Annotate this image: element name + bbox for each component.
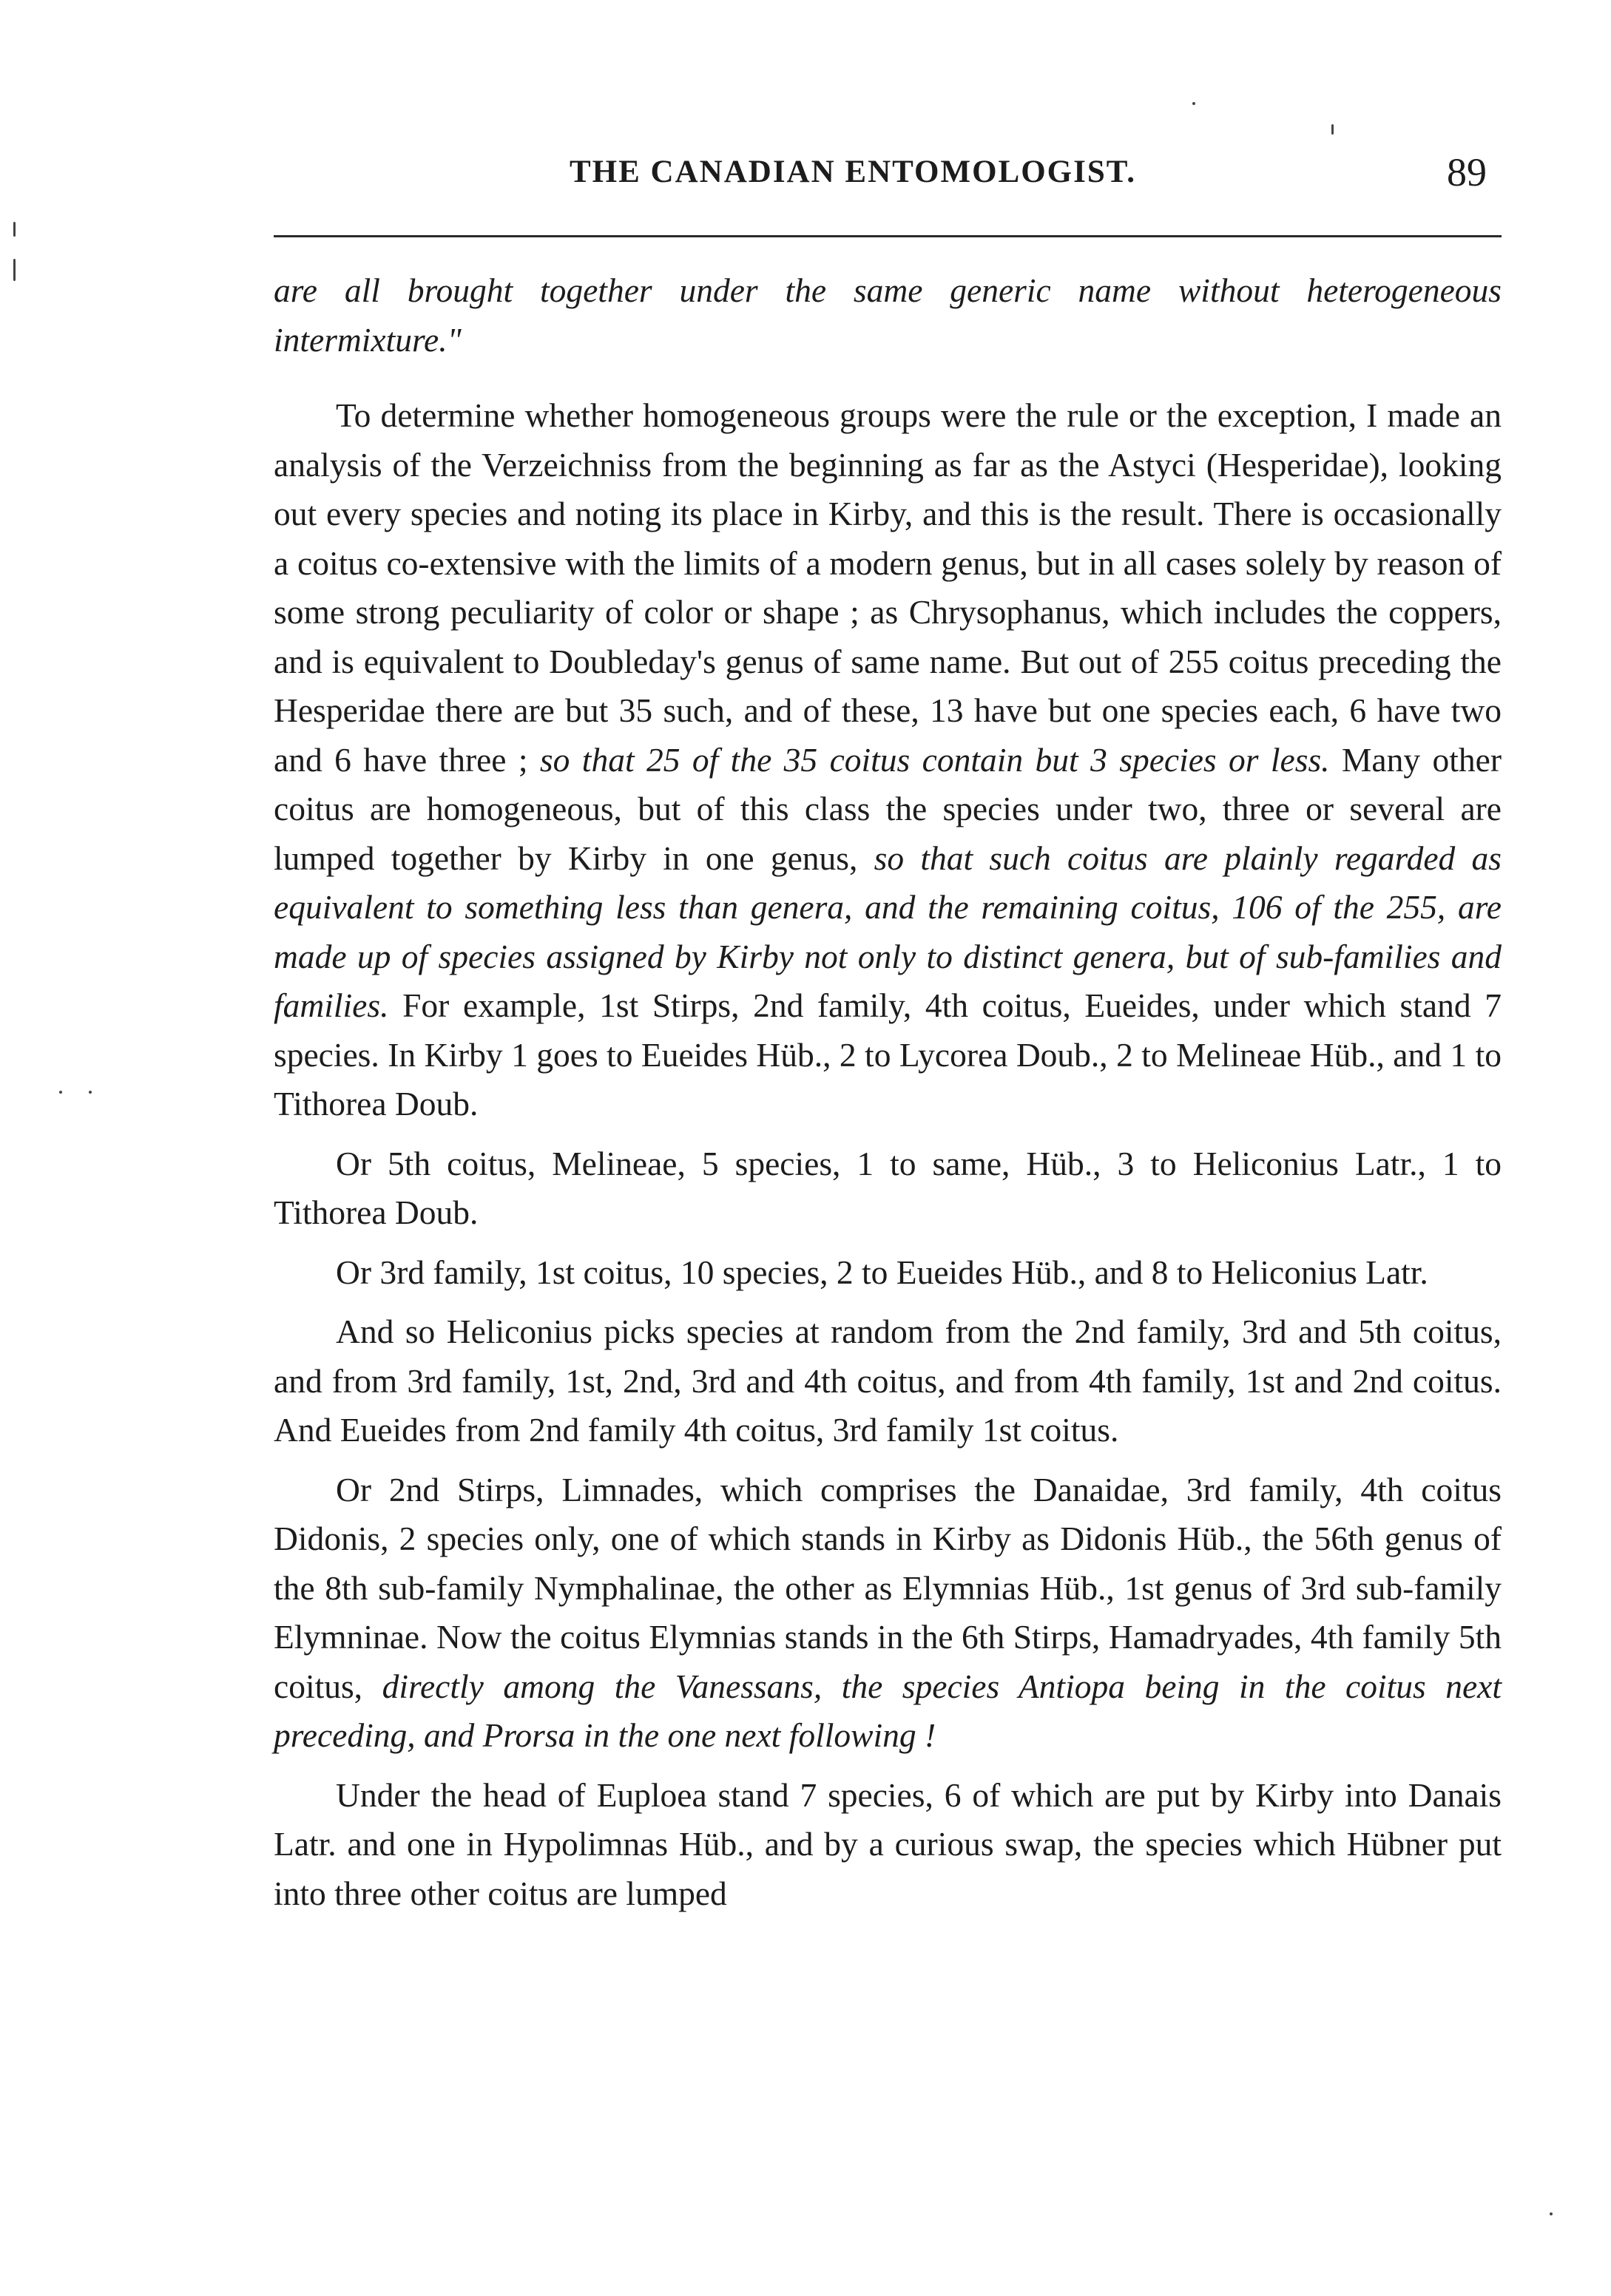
paragraph-third-family-text: Or 3rd family, 1st coitus, 10 species, 2 to Eueides Hüb., and 8 to Heliconius Latr.: [336, 1253, 1428, 1291]
paragraph-euploea-text: Under the head of Euploea stand 7 species, 6 of which are put by Kirby into Danais Latr. and one in Hypolimnas Hüb., and by a curious swap, the species which Hübner put into three other coitus are lumped: [274, 1775, 1502, 1912]
scan-speck: [1550, 2212, 1553, 2215]
scan-speck: [13, 222, 16, 237]
paragraph-analysis-text: To determine whether homogeneous groups were the rule or the exception, I made an analysis of the Verzeichniss from the beginning as far as the Astyci (Hesperidae), looking out every species and noting its place in Kirby, and this is the result. There is occasionally a coitus co-extensive with the limits of a modern genus, but in all cases solely by reason of some strong peculiarity of color or shape ; as Chrysophanus, which includes the coppers, and is equivalent to Doubleday's genus of same name. But out of 255 coitus preceding the Hesperidae there are but 35 such, and of these, 13 have but one species each, 6 have two and 6 have three ;: [274, 396, 1502, 779]
paragraph-analysis-text-2: Many other coitus are homogeneous, but of this class the species under two, three or several are lumped together by Kirby in one genus,: [274, 740, 1502, 877]
header-rule: [274, 235, 1502, 237]
paragraph-heliconius: [274, 1307, 1502, 1455]
scan-speck: [1192, 102, 1195, 105]
paragraph-limnades-italic: directly among the Vanessans, the species Antiopa being in the coitus next preceding, and Prorsa in the one next following !: [274, 1667, 1502, 1754]
paragraph-euploea: [274, 1771, 1502, 1919]
body-text: [274, 266, 1502, 1918]
paragraph-third-family: [274, 1248, 1502, 1298]
quote-continuation: are all brought together under the same generic name without heterogeneous intermixture.": [274, 271, 1502, 359]
paragraph-analysis-italic-2: so that such coitus are plainly regarded as equivalent to something less than genera, and the remaining coitus, 106 of the 255, are made up of species assigned by Kirby not only to distinct genera, but of sub-families and families.: [274, 839, 1502, 1024]
paragraph-analysis-italic-1: so that 25 of the 35 coitus contain but 3 species or less.: [527, 740, 1330, 779]
page-header: [274, 150, 1502, 206]
scan-speck: [59, 1091, 62, 1094]
paragraph-limnades-text: Or 2nd Stirps, Limnades, which comprises the Danaidae, 3rd family, 4th coitus Didonis, 2 species only, one of which stands in Kirby as Didonis Hüb., the 56th genus of the 8th sub-family Nymphalinae, the other as Elymnias Hüb., 1st genus of 3rd sub-family Elymninae. Now the coitus Elymnias stands in the 6th Stirps, Hamadryades, 4th family 5th coitus,: [274, 1470, 1502, 1705]
paragraph-analysis: [274, 391, 1502, 1129]
scan-speck: [13, 259, 16, 281]
paragraph-melineae: [274, 1139, 1502, 1238]
scan-speck: [1331, 124, 1334, 135]
page-number: 89: [1447, 150, 1487, 194]
paragraph-melineae-text: Or 5th coitus, Melineae, 5 species, 1 to same, Hüb., 3 to Heliconius Latr., 1 to Tithorea Doub.: [274, 1144, 1502, 1231]
running-title: THE CANADIAN ENTOMOLOGIST.: [570, 155, 1136, 189]
scan-speck: [89, 1091, 92, 1094]
paragraph-analysis-text-3: For example, 1st Stirps, 2nd family, 4th coitus, Eueides, under which stand 7 species. In Kirby 1 goes to Eueides Hüb., 2 to Lycorea Doub., 2 to Melineae Hüb., and 1 to Tithorea Doub.: [274, 986, 1502, 1122]
paragraph-heliconius-text: And so Heliconius picks species at random from the 2nd family, 3rd and 5th coitus, and from 3rd family, 1st, 2nd, 3rd and 4th coitus, and from 4th family, 1st and 2nd coitus. And Eueides from 2nd family 4th coitus, 3rd family 1st coitus.: [274, 1313, 1502, 1449]
paragraph-limnades: [274, 1466, 1502, 1761]
